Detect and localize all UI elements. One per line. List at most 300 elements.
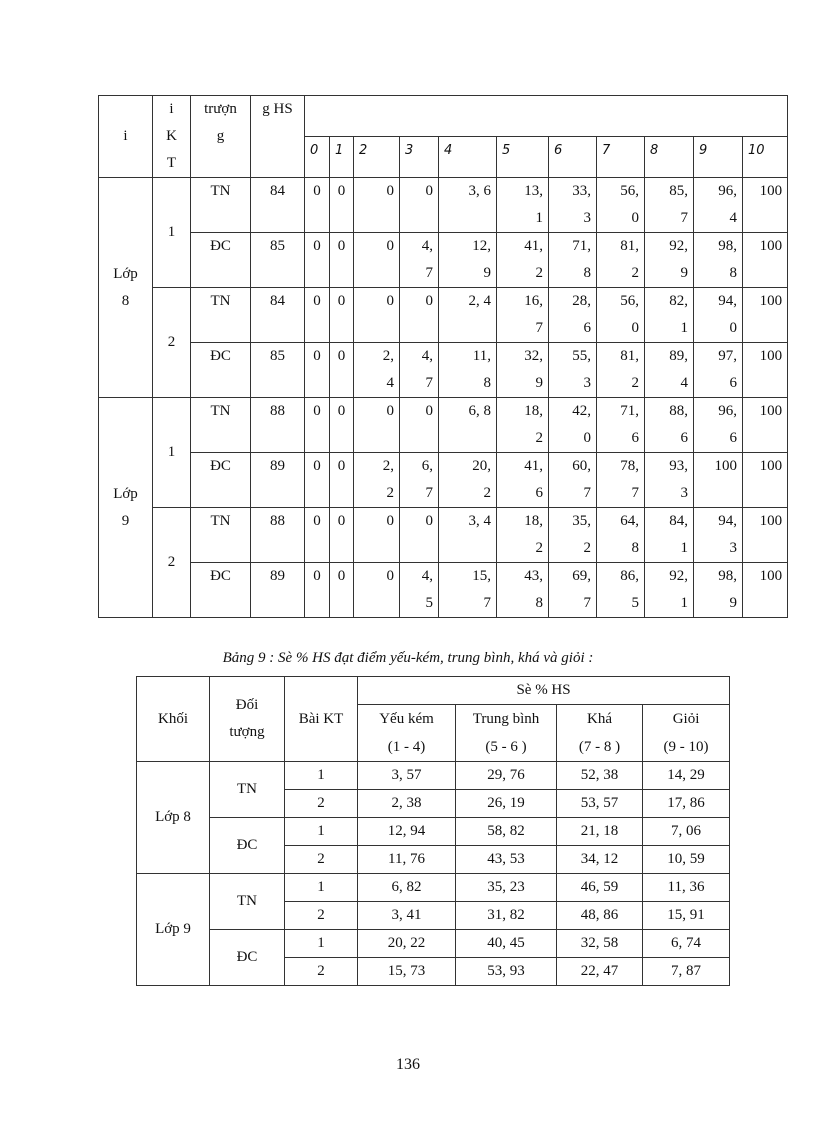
value-text: 92,	[669, 568, 688, 584]
value-cell	[439, 233, 497, 288]
score-header: 0	[305, 137, 330, 178]
value-text: 69,	[572, 568, 591, 584]
value-text: 81,	[620, 348, 639, 364]
value-text: 0	[313, 238, 321, 254]
value-text: 2	[631, 265, 639, 281]
header-category	[456, 705, 557, 762]
value-text: 0	[386, 183, 394, 199]
category-name: Trung bình	[472, 711, 540, 727]
value-cell	[354, 563, 400, 618]
score-header: 6	[549, 137, 597, 178]
value-text: 0	[386, 403, 394, 419]
value-text: 6	[535, 485, 543, 501]
value-cell	[305, 178, 330, 233]
value-cell: 35, 23	[456, 874, 557, 902]
value-text: 0	[425, 513, 433, 529]
value-cell	[497, 453, 549, 508]
value-text: 7	[425, 485, 433, 501]
count-cell: 85	[251, 233, 305, 288]
value-text: 2,	[382, 458, 394, 474]
value-text: 3	[680, 485, 688, 501]
value-cell	[549, 508, 597, 563]
value-cell	[597, 398, 645, 453]
value-cell	[305, 563, 330, 618]
value-cell: 15, 91	[643, 902, 730, 930]
value-text: 7	[583, 595, 591, 611]
value-text: 98,	[718, 238, 737, 254]
class-cell	[99, 398, 153, 618]
header-category	[557, 705, 643, 762]
value-cell: 15, 73	[358, 958, 456, 986]
table-caption: Bảng 9 : Sè % HS đạt điểm yếu-kém, trung bình, khá và giỏi :	[222, 650, 594, 666]
value-text: 3	[729, 540, 737, 556]
group-cell: TN	[191, 398, 251, 453]
value-cell	[645, 508, 694, 563]
test-cell: 1	[285, 762, 358, 790]
table-row	[99, 233, 788, 288]
value-cell: 43, 53	[456, 846, 557, 874]
value-cell	[497, 508, 549, 563]
performance-summary-table	[136, 676, 730, 986]
value-text: 92,	[669, 238, 688, 254]
value-text: 6	[729, 375, 737, 391]
value-text: 7	[583, 485, 591, 501]
value-text: 3, 6	[468, 183, 491, 199]
value-text: 4,	[421, 238, 433, 254]
value-text: 64,	[620, 513, 639, 529]
value-text: 81,	[620, 238, 639, 254]
value-text: 8	[631, 540, 639, 556]
category-range: (7 - 8 )	[578, 739, 621, 755]
value-text: 2	[483, 485, 491, 501]
header-cell-test	[153, 96, 191, 178]
value-cell: 12, 94	[358, 818, 456, 846]
value-cell	[354, 508, 400, 563]
value-cell	[354, 288, 400, 343]
value-cell	[743, 398, 788, 453]
group-cell: ĐC	[191, 233, 251, 288]
table-row	[137, 762, 730, 790]
value-cell	[400, 398, 439, 453]
value-cell	[439, 453, 497, 508]
value-cell: 11, 36	[643, 874, 730, 902]
value-text: 42,	[572, 403, 591, 419]
value-text: 96,	[718, 403, 737, 419]
test-cell: 2	[285, 790, 358, 818]
test-cell: 1	[153, 398, 191, 508]
value-cell	[330, 398, 354, 453]
value-cell: 17, 86	[643, 790, 730, 818]
value-text: 56,	[620, 183, 639, 199]
test-cell: 1	[285, 874, 358, 902]
value-text: 9	[680, 265, 688, 281]
value-cell: 7, 06	[643, 818, 730, 846]
value-text: 2	[631, 375, 639, 391]
table-row	[99, 398, 788, 453]
value-cell: 48, 86	[557, 902, 643, 930]
group-cell: ĐC	[191, 453, 251, 508]
value-cell	[645, 453, 694, 508]
value-cell	[645, 233, 694, 288]
value-text: 97,	[718, 348, 737, 364]
score-header: 9	[694, 137, 743, 178]
value-text: 13,	[524, 183, 543, 199]
value-cell	[305, 288, 330, 343]
group-cell: ĐC	[210, 930, 285, 986]
value-text: 94,	[718, 293, 737, 309]
value-text: 4,	[421, 568, 433, 584]
value-cell	[597, 233, 645, 288]
value-cell: 2, 38	[358, 790, 456, 818]
value-cell	[497, 398, 549, 453]
value-cell	[694, 453, 743, 508]
count-cell: 88	[251, 398, 305, 453]
test-cell: 2	[285, 846, 358, 874]
value-text: 0	[313, 183, 321, 199]
value-text: 0	[313, 403, 321, 419]
value-cell	[305, 233, 330, 288]
group-cell: TN	[191, 288, 251, 343]
value-text: 1	[535, 210, 543, 226]
value-text: 0	[386, 513, 394, 529]
header-text: trượn	[204, 101, 237, 117]
count-cell: 89	[251, 563, 305, 618]
group-cell: TN	[191, 508, 251, 563]
header-text: g HS	[262, 101, 293, 117]
value-text: 6,	[421, 458, 433, 474]
header-text: i	[169, 101, 174, 117]
value-text: 93,	[669, 458, 688, 474]
value-text: 82,	[669, 293, 688, 309]
class-cell	[99, 178, 153, 398]
value-cell	[439, 508, 497, 563]
table-row	[99, 508, 788, 563]
value-text: 8	[535, 595, 543, 611]
value-text: 6	[631, 430, 639, 446]
value-cell: 29, 76	[456, 762, 557, 790]
test-cell: 2	[153, 508, 191, 618]
value-text: 0	[337, 348, 346, 364]
value-cell	[694, 178, 743, 233]
value-text: 0	[386, 293, 394, 309]
value-cell: 53, 57	[557, 790, 643, 818]
value-text: 5	[631, 595, 639, 611]
value-cell	[694, 508, 743, 563]
value-text: 9	[729, 595, 737, 611]
value-cell	[743, 453, 788, 508]
value-text: 15,	[472, 568, 491, 584]
value-cell	[400, 343, 439, 398]
value-cell: 14, 29	[643, 762, 730, 790]
group-cell: ĐC	[191, 563, 251, 618]
value-text: 96,	[718, 183, 737, 199]
value-cell: 31, 82	[456, 902, 557, 930]
value-text: 89,	[669, 348, 688, 364]
header-text: tượng	[229, 724, 265, 740]
value-text: 0	[631, 210, 639, 226]
value-text: 0	[386, 568, 394, 584]
value-cell	[743, 508, 788, 563]
value-cell	[305, 343, 330, 398]
score-header: 1	[330, 137, 354, 178]
value-cell	[597, 453, 645, 508]
value-text: 100	[759, 403, 783, 419]
value-cell: 20, 22	[358, 930, 456, 958]
test-cell: 1	[153, 178, 191, 288]
header-category	[358, 705, 456, 762]
value-cell	[305, 508, 330, 563]
count-cell: 84	[251, 288, 305, 343]
value-cell	[694, 233, 743, 288]
score-header: 8	[645, 137, 694, 178]
value-cell	[439, 178, 497, 233]
value-text: 0	[425, 183, 433, 199]
group-cell: ĐC	[210, 818, 285, 874]
value-text: 0	[337, 403, 346, 419]
count-cell: 84	[251, 178, 305, 233]
value-cell	[330, 563, 354, 618]
value-cell	[400, 178, 439, 233]
value-text: 0	[337, 458, 346, 474]
value-text: 100	[759, 238, 783, 254]
value-text: 0	[631, 320, 639, 336]
category-range: (9 - 10)	[663, 739, 709, 755]
value-cell: 32, 58	[557, 930, 643, 958]
header-sohs: Sè % HS	[358, 677, 730, 705]
count-cell: 89	[251, 453, 305, 508]
value-cell	[497, 563, 549, 618]
value-cell	[330, 343, 354, 398]
count-cell: 85	[251, 343, 305, 398]
value-cell	[400, 508, 439, 563]
value-text: 41,	[524, 238, 543, 254]
value-cell	[305, 453, 330, 508]
category-name: Giỏi	[672, 711, 700, 727]
header-text: g	[216, 128, 225, 144]
score-header: 7	[597, 137, 645, 178]
value-cell	[354, 398, 400, 453]
value-text: 35,	[572, 513, 591, 529]
value-text: 3	[583, 210, 591, 226]
value-cell: 3, 41	[358, 902, 456, 930]
value-cell: 10, 59	[643, 846, 730, 874]
value-cell	[400, 233, 439, 288]
value-text: 55,	[572, 348, 591, 364]
value-text: 2,	[382, 348, 394, 364]
value-text: 2	[386, 485, 394, 501]
value-text: 1	[680, 595, 688, 611]
value-text: 94,	[718, 513, 737, 529]
value-cell	[549, 288, 597, 343]
value-cell	[354, 453, 400, 508]
header-khoi: Khối	[137, 677, 210, 762]
value-cell	[743, 178, 788, 233]
value-cell	[400, 453, 439, 508]
header-cell-unit	[99, 96, 153, 178]
value-cell	[549, 398, 597, 453]
category-name: Yếu kém	[379, 711, 434, 727]
value-cell: 6, 74	[643, 930, 730, 958]
value-text: 0	[313, 458, 321, 474]
value-text: 0	[337, 568, 346, 584]
value-text: 100	[759, 458, 783, 474]
value-cell: 58, 82	[456, 818, 557, 846]
value-text: 9	[535, 375, 543, 391]
value-text: 0	[313, 348, 321, 364]
header-text: Đối	[235, 697, 259, 713]
test-cell: 1	[285, 930, 358, 958]
value-text: 0	[313, 293, 321, 309]
value-text: 4	[729, 210, 737, 226]
value-cell	[330, 453, 354, 508]
value-text: 32,	[524, 348, 543, 364]
value-text: 7	[680, 210, 688, 226]
value-cell	[694, 343, 743, 398]
value-text: 100	[759, 348, 783, 364]
table-row	[99, 343, 788, 398]
value-cell	[743, 233, 788, 288]
value-cell	[694, 563, 743, 618]
value-cell	[597, 178, 645, 233]
class-label: Lớp	[113, 485, 138, 502]
value-cell	[439, 398, 497, 453]
value-text: 86,	[620, 568, 639, 584]
value-cell	[439, 563, 497, 618]
category-range: (5 - 6 )	[485, 739, 527, 755]
value-text: 2	[535, 430, 543, 446]
value-cell	[549, 343, 597, 398]
value-cell	[597, 343, 645, 398]
value-text: 5	[425, 595, 433, 611]
test-cell: 2	[153, 288, 191, 398]
value-text: 3, 4	[468, 513, 491, 529]
score-header: 2	[354, 137, 400, 178]
value-text: 2, 4	[468, 293, 491, 309]
value-cell: 11, 76	[358, 846, 456, 874]
value-text: 100	[759, 568, 783, 584]
value-text: 3	[583, 375, 591, 391]
value-cell	[597, 563, 645, 618]
score-header: 4	[439, 137, 497, 178]
value-text: 41,	[524, 458, 543, 474]
value-text: 2	[583, 540, 591, 556]
value-cell	[354, 343, 400, 398]
value-text: 85,	[669, 183, 688, 199]
score-header: 10	[743, 137, 788, 178]
header-cell-students	[251, 96, 305, 178]
value-text: 1	[680, 540, 688, 556]
value-cell	[330, 178, 354, 233]
value-cell	[400, 563, 439, 618]
value-text: 71,	[620, 403, 639, 419]
value-cell	[743, 343, 788, 398]
page-number: 136	[396, 1056, 420, 1073]
header-cell-blank	[305, 96, 788, 137]
class-label: 8	[121, 292, 130, 309]
value-text: 18,	[524, 513, 543, 529]
value-cell	[400, 288, 439, 343]
value-text: 4	[680, 375, 688, 391]
value-text: 6	[729, 430, 737, 446]
value-text: 6	[680, 430, 688, 446]
header-category	[643, 705, 730, 762]
value-text: 7	[535, 320, 543, 336]
class-cell: Lớp 9	[137, 874, 210, 986]
value-cell	[305, 398, 330, 453]
value-text: 100	[759, 293, 783, 309]
table-row	[137, 818, 730, 846]
value-text: 100	[759, 183, 783, 199]
header-text: T	[166, 155, 177, 171]
value-text: 100	[759, 513, 783, 529]
value-cell	[549, 233, 597, 288]
value-cell: 40, 45	[456, 930, 557, 958]
value-text: 12,	[472, 238, 491, 254]
value-cell: 46, 59	[557, 874, 643, 902]
value-cell	[645, 178, 694, 233]
value-text: 7	[631, 485, 639, 501]
value-text: 88,	[669, 403, 688, 419]
value-text: 98,	[718, 568, 737, 584]
header-baikt: Bài KT	[285, 677, 358, 762]
class-cell: Lớp 8	[137, 762, 210, 874]
value-cell: 3, 57	[358, 762, 456, 790]
value-text: 71,	[572, 238, 591, 254]
value-text: 78,	[620, 458, 639, 474]
score-header: 5	[497, 137, 549, 178]
group-cell: TN	[210, 762, 285, 818]
value-cell	[694, 398, 743, 453]
test-cell: 2	[285, 958, 358, 986]
category-range: (1 - 4)	[387, 739, 426, 755]
value-cell: 21, 18	[557, 818, 643, 846]
value-text: 8	[483, 375, 491, 391]
group-cell: ĐC	[191, 343, 251, 398]
value-text: 0	[337, 183, 346, 199]
value-text: 0	[425, 403, 433, 419]
value-text: 84,	[669, 513, 688, 529]
value-cell	[497, 343, 549, 398]
value-cell: 52, 38	[557, 762, 643, 790]
value-cell	[597, 288, 645, 343]
value-text: 0	[313, 568, 321, 584]
value-cell	[743, 563, 788, 618]
value-text: 11,	[472, 348, 491, 364]
value-text: 7	[425, 265, 433, 281]
value-cell	[439, 343, 497, 398]
value-text: 0	[337, 513, 346, 529]
value-cell: 34, 12	[557, 846, 643, 874]
value-text: 0	[425, 293, 433, 309]
value-text: 0	[583, 430, 591, 446]
value-text: 100	[714, 458, 737, 474]
value-text: 1	[680, 320, 688, 336]
value-cell	[354, 178, 400, 233]
value-cell	[330, 233, 354, 288]
value-text: 0	[313, 513, 321, 529]
value-text: 43,	[524, 568, 543, 584]
value-text: 7	[425, 375, 433, 391]
value-cell: 7, 87	[643, 958, 730, 986]
value-cell	[743, 288, 788, 343]
value-cell	[645, 288, 694, 343]
count-cell: 88	[251, 508, 305, 563]
header-text: i	[123, 128, 128, 144]
value-text: 4	[386, 375, 394, 391]
table-row	[137, 930, 730, 958]
table-row	[99, 453, 788, 508]
score-distribution-table	[98, 95, 788, 618]
